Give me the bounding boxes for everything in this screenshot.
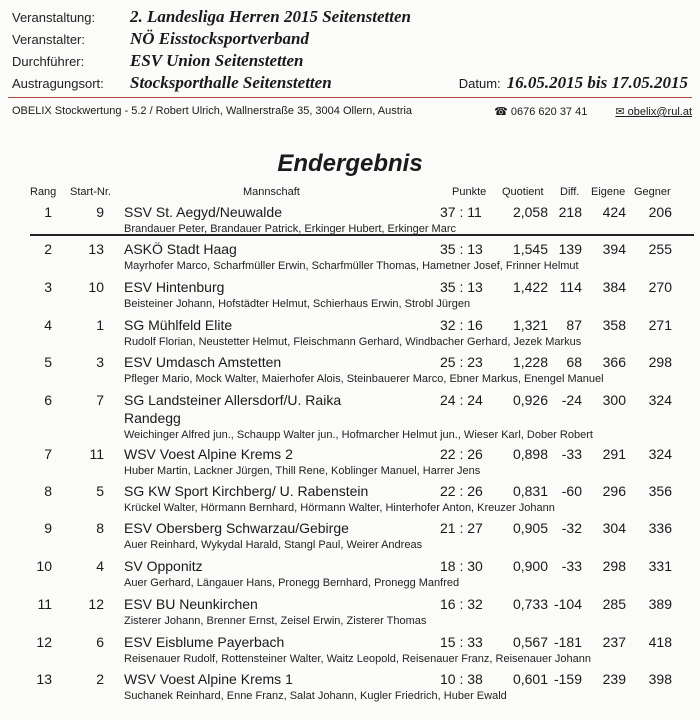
cell-quotient: 0,601 bbox=[512, 671, 548, 687]
host-value: ESV Union Seitenstetten bbox=[130, 51, 304, 70]
cell-team: SG KW Sport Kirchberg/ U. Rabenstein bbox=[124, 483, 369, 499]
col-quotient: Quotient bbox=[502, 186, 544, 198]
cell-punkte: 22 : 26 bbox=[440, 446, 483, 462]
cell-rang: 7 bbox=[44, 446, 52, 462]
cell-diff: -33 bbox=[561, 446, 582, 462]
software-info-bar bbox=[12, 105, 692, 118]
cell-punkte: 35 : 13 bbox=[440, 279, 483, 295]
cell-quotient: 1,321 bbox=[512, 317, 548, 333]
phone-number: ☎ 0676 620 37 41 bbox=[494, 106, 588, 118]
col-diff: Diff. bbox=[560, 186, 580, 198]
cell-eigene: 285 bbox=[602, 596, 626, 612]
cell-diff: -181 bbox=[553, 634, 582, 650]
cell-rang: 8 bbox=[44, 483, 52, 499]
cell-quotient: 0,567 bbox=[512, 634, 548, 650]
col-team: Mannschaft bbox=[243, 186, 300, 198]
venue-value: Stocksporthalle Seitenstetten bbox=[130, 73, 332, 92]
cell-punkte: 15 : 33 bbox=[440, 634, 483, 650]
table-header bbox=[0, 186, 700, 202]
cell-gegner: 418 bbox=[648, 634, 672, 650]
cell-gegner: 398 bbox=[648, 671, 672, 687]
cell-gegner: 356 bbox=[648, 483, 672, 499]
col-punkte: Punkte bbox=[452, 186, 487, 198]
cell-players: Zisterer Johann, Brenner Ernst, Zeisel Erwin, Zisterer Thomas bbox=[124, 615, 427, 627]
cell-punkte: 24 : 24 bbox=[440, 392, 483, 408]
cell-punkte: 25 : 23 bbox=[440, 354, 483, 370]
event-value: 2. Landesliga Herren 2015 Seitenstetten bbox=[130, 7, 411, 26]
cell-eigene: 304 bbox=[602, 520, 626, 536]
cell-diff: -60 bbox=[561, 483, 582, 499]
header-row-organizer bbox=[12, 28, 692, 50]
email-link[interactable]: ✉ obelix@rul.at bbox=[615, 106, 692, 118]
cell-team: WSV Voest Alpine Krems 2 bbox=[124, 446, 293, 462]
cell-rang: 6 bbox=[44, 392, 52, 408]
cell-players: Reisenauer Rudolf, Rottensteiner Walter, Waitz Leopold, Reisenauer Franz, Reisenauer Johann bbox=[124, 653, 591, 665]
page-title: Endergebnis bbox=[277, 150, 423, 177]
cell-team: SSV St. Aegyd/Neuwalde bbox=[124, 204, 282, 220]
cell-players: Rudolf Florian, Neustetter Helmut, Fleischmann Gerhard, Windbacher Gerhard, Jezek Markus bbox=[124, 336, 582, 348]
cell-diff: 139 bbox=[558, 241, 582, 257]
col-eigene: Eigene bbox=[591, 186, 626, 198]
cell-quotient: 1,422 bbox=[512, 279, 548, 295]
cell-team: ESV BU Neunkirchen bbox=[124, 596, 258, 612]
cell-team: ESV Umdasch Amstetten bbox=[124, 354, 282, 370]
cell-quotient: 2,058 bbox=[512, 204, 548, 220]
header-row-event bbox=[12, 6, 692, 28]
cell-diff: 68 bbox=[566, 354, 582, 370]
cell-quotient: 0,900 bbox=[512, 558, 548, 574]
cell-quotient: 1,545 bbox=[512, 241, 548, 257]
col-rang: Rang bbox=[30, 186, 57, 198]
organizer-label: Veranstalter: bbox=[12, 31, 85, 47]
cell-gegner: 298 bbox=[648, 354, 672, 370]
cell-rang: 12 bbox=[36, 634, 52, 650]
cell-punkte: 10 : 38 bbox=[440, 671, 483, 687]
cell-rang: 4 bbox=[44, 317, 52, 333]
organizer-value: NÖ Eisstocksportverband bbox=[130, 29, 309, 48]
header-row-venue bbox=[12, 72, 692, 94]
cell-rang: 11 bbox=[37, 596, 52, 612]
cell-team: ESV Eisblume Payerbach bbox=[124, 634, 285, 650]
cell-players: Brandauer Peter, Brandauer Patrick, Erkinger Hubert, Erkinger Marc bbox=[124, 223, 456, 235]
cell-punkte: 22 : 26 bbox=[440, 483, 483, 499]
cell-quotient: 0,898 bbox=[512, 446, 548, 462]
cell-start: 6 bbox=[96, 634, 104, 650]
cell-rang: 13 bbox=[36, 671, 52, 687]
cell-eigene: 298 bbox=[602, 558, 626, 574]
cell-diff: -159 bbox=[553, 671, 582, 687]
cell-gegner: 324 bbox=[648, 446, 672, 462]
cell-gegner: 270 bbox=[648, 279, 672, 295]
cell-punkte: 16 : 32 bbox=[440, 596, 483, 612]
cell-players: Pfleger Mario, Mock Walter, Maierhofer Alois, Steinbauerer Marco, Ebner Markus, Enengel Manuel bbox=[124, 373, 604, 385]
cell-eigene: 237 bbox=[602, 634, 626, 650]
cell-quotient: 0,733 bbox=[512, 596, 548, 612]
cell-eigene: 239 bbox=[602, 671, 626, 687]
cell-start: 3 bbox=[96, 354, 104, 370]
cell-team: SG Mühlfeld Elite bbox=[124, 317, 233, 333]
cell-eigene: 424 bbox=[602, 204, 626, 220]
event-header bbox=[12, 6, 692, 94]
cell-gegner: 336 bbox=[648, 520, 672, 536]
cell-players: Auer Gerhard, Längauer Hans, Pronegg Bernhard, Pronegg Manfred bbox=[124, 577, 460, 589]
date-value: 16.05.2015 bis 17.05.2015 bbox=[506, 73, 688, 92]
cell-eigene: 296 bbox=[602, 483, 626, 499]
cell-team: SV Opponitz bbox=[124, 558, 203, 574]
cell-eigene: 394 bbox=[602, 241, 626, 257]
cell-diff: -104 bbox=[553, 596, 582, 612]
cell-rang: 10 bbox=[36, 558, 52, 574]
cell-diff: 114 bbox=[559, 279, 582, 295]
cell-gegner: 324 bbox=[648, 392, 672, 408]
cell-start: 10 bbox=[88, 279, 104, 295]
cell-punkte: 35 : 13 bbox=[440, 241, 483, 257]
cell-start: 1 bbox=[96, 317, 104, 333]
cell-team: ASKÖ Stadt Haag bbox=[124, 241, 237, 257]
cell-punkte: 21 : 27 bbox=[440, 520, 483, 536]
cell-quotient: 1,228 bbox=[512, 354, 548, 370]
cell-punkte: 32 : 16 bbox=[440, 317, 483, 333]
venue-label: Austragungsort: bbox=[12, 75, 104, 91]
event-label: Veranstaltung: bbox=[12, 9, 96, 25]
cell-diff: 218 bbox=[558, 204, 582, 220]
cell-start: 5 bbox=[96, 483, 104, 499]
cell-rang: 5 bbox=[44, 354, 52, 370]
cell-start: 2 bbox=[96, 671, 104, 687]
cell-gegner: 389 bbox=[648, 596, 672, 612]
cell-diff: -24 bbox=[561, 392, 582, 408]
cell-diff: 87 bbox=[566, 317, 582, 333]
cell-team: WSV Voest Alpine Krems 1 bbox=[124, 671, 293, 687]
cell-gegner: 331 bbox=[648, 558, 672, 574]
cell-start: 13 bbox=[88, 241, 104, 257]
cell-punkte: 37 : 11 bbox=[440, 204, 482, 220]
software-credit: OBELIX Stockwertung - 5.2 / Robert Ulrich, Wallnerstraße 35, 3004 Ollern, Austria bbox=[12, 105, 413, 117]
header-row-host bbox=[12, 50, 692, 72]
cell-start: 7 bbox=[96, 392, 104, 408]
col-gegner: Gegner bbox=[634, 186, 671, 198]
cell-rang: 9 bbox=[44, 520, 52, 536]
cell-players: Suchanek Reinhard, Enne Franz, Salat Johann, Kugler Friedrich, Huber Ewald bbox=[124, 690, 507, 702]
cell-start: 4 bbox=[96, 558, 104, 574]
cell-gegner: 206 bbox=[648, 204, 672, 220]
cell-players: Weichinger Alfred jun., Schaupp Walter jun., Hofmarcher Helmut jun., Wieser Karl, Dober Robert bbox=[124, 429, 593, 441]
cell-eigene: 384 bbox=[602, 279, 626, 295]
cell-players: Huber Martin, Lackner Jürgen, Thill Rene, Koblinger Manuel, Harrer Jens bbox=[124, 465, 481, 477]
cell-punkte: 18 : 30 bbox=[440, 558, 483, 574]
cell-start: 9 bbox=[96, 204, 104, 220]
host-label: Durchführer: bbox=[12, 53, 85, 69]
cell-players: Mayrhofer Marco, Scharfmüller Erwin, Scharfmüller Thomas, Hametner Josef, Frinner Helmut bbox=[124, 260, 579, 272]
cell-gegner: 271 bbox=[648, 317, 672, 333]
cell-start: 8 bbox=[96, 520, 104, 536]
cell-rang: 1 bbox=[44, 204, 52, 220]
cell-rang: 3 bbox=[44, 279, 52, 295]
cell-gegner: 255 bbox=[648, 241, 672, 257]
cell-eigene: 358 bbox=[602, 317, 626, 333]
cell-quotient: 0,926 bbox=[512, 392, 548, 408]
cell-eigene: 366 bbox=[602, 354, 626, 370]
cell-diff: -32 bbox=[561, 520, 582, 536]
cell-team: SG Landsteiner Allersdorf/U. Raika bbox=[124, 392, 342, 408]
cell-start: 11 bbox=[89, 446, 104, 462]
cell-players: Beisteiner Johann, Hofstädter Helmut, Schierhaus Erwin, Strobl Jürgen bbox=[124, 298, 471, 310]
cell-players: Krückel Walter, Hörmann Bernhard, Hörmann Walter, Hinterhofer Anton, Kreuzer Johann bbox=[124, 502, 555, 514]
cell-eigene: 300 bbox=[602, 392, 626, 408]
cell-team: ESV Hintenburg bbox=[124, 279, 225, 295]
cell-quotient: 0,831 bbox=[512, 483, 548, 499]
cell-eigene: 291 bbox=[602, 446, 626, 462]
cell-rang: 2 bbox=[44, 241, 52, 257]
cell-diff: -33 bbox=[561, 558, 582, 574]
cell-players: Auer Reinhard, Wykydal Harald, Stangl Paul, Weirer Andreas bbox=[124, 539, 423, 551]
cell-start: 12 bbox=[88, 596, 104, 612]
date-label: Datum: bbox=[458, 75, 501, 91]
header-divider bbox=[8, 97, 692, 98]
col-start: Start-Nr. bbox=[70, 186, 111, 198]
cell-quotient: 0,905 bbox=[512, 520, 548, 536]
cell-team: ESV Obersberg Schwarzau/Gebirge bbox=[124, 520, 349, 536]
cell-team-continued: Randegg bbox=[124, 410, 181, 426]
